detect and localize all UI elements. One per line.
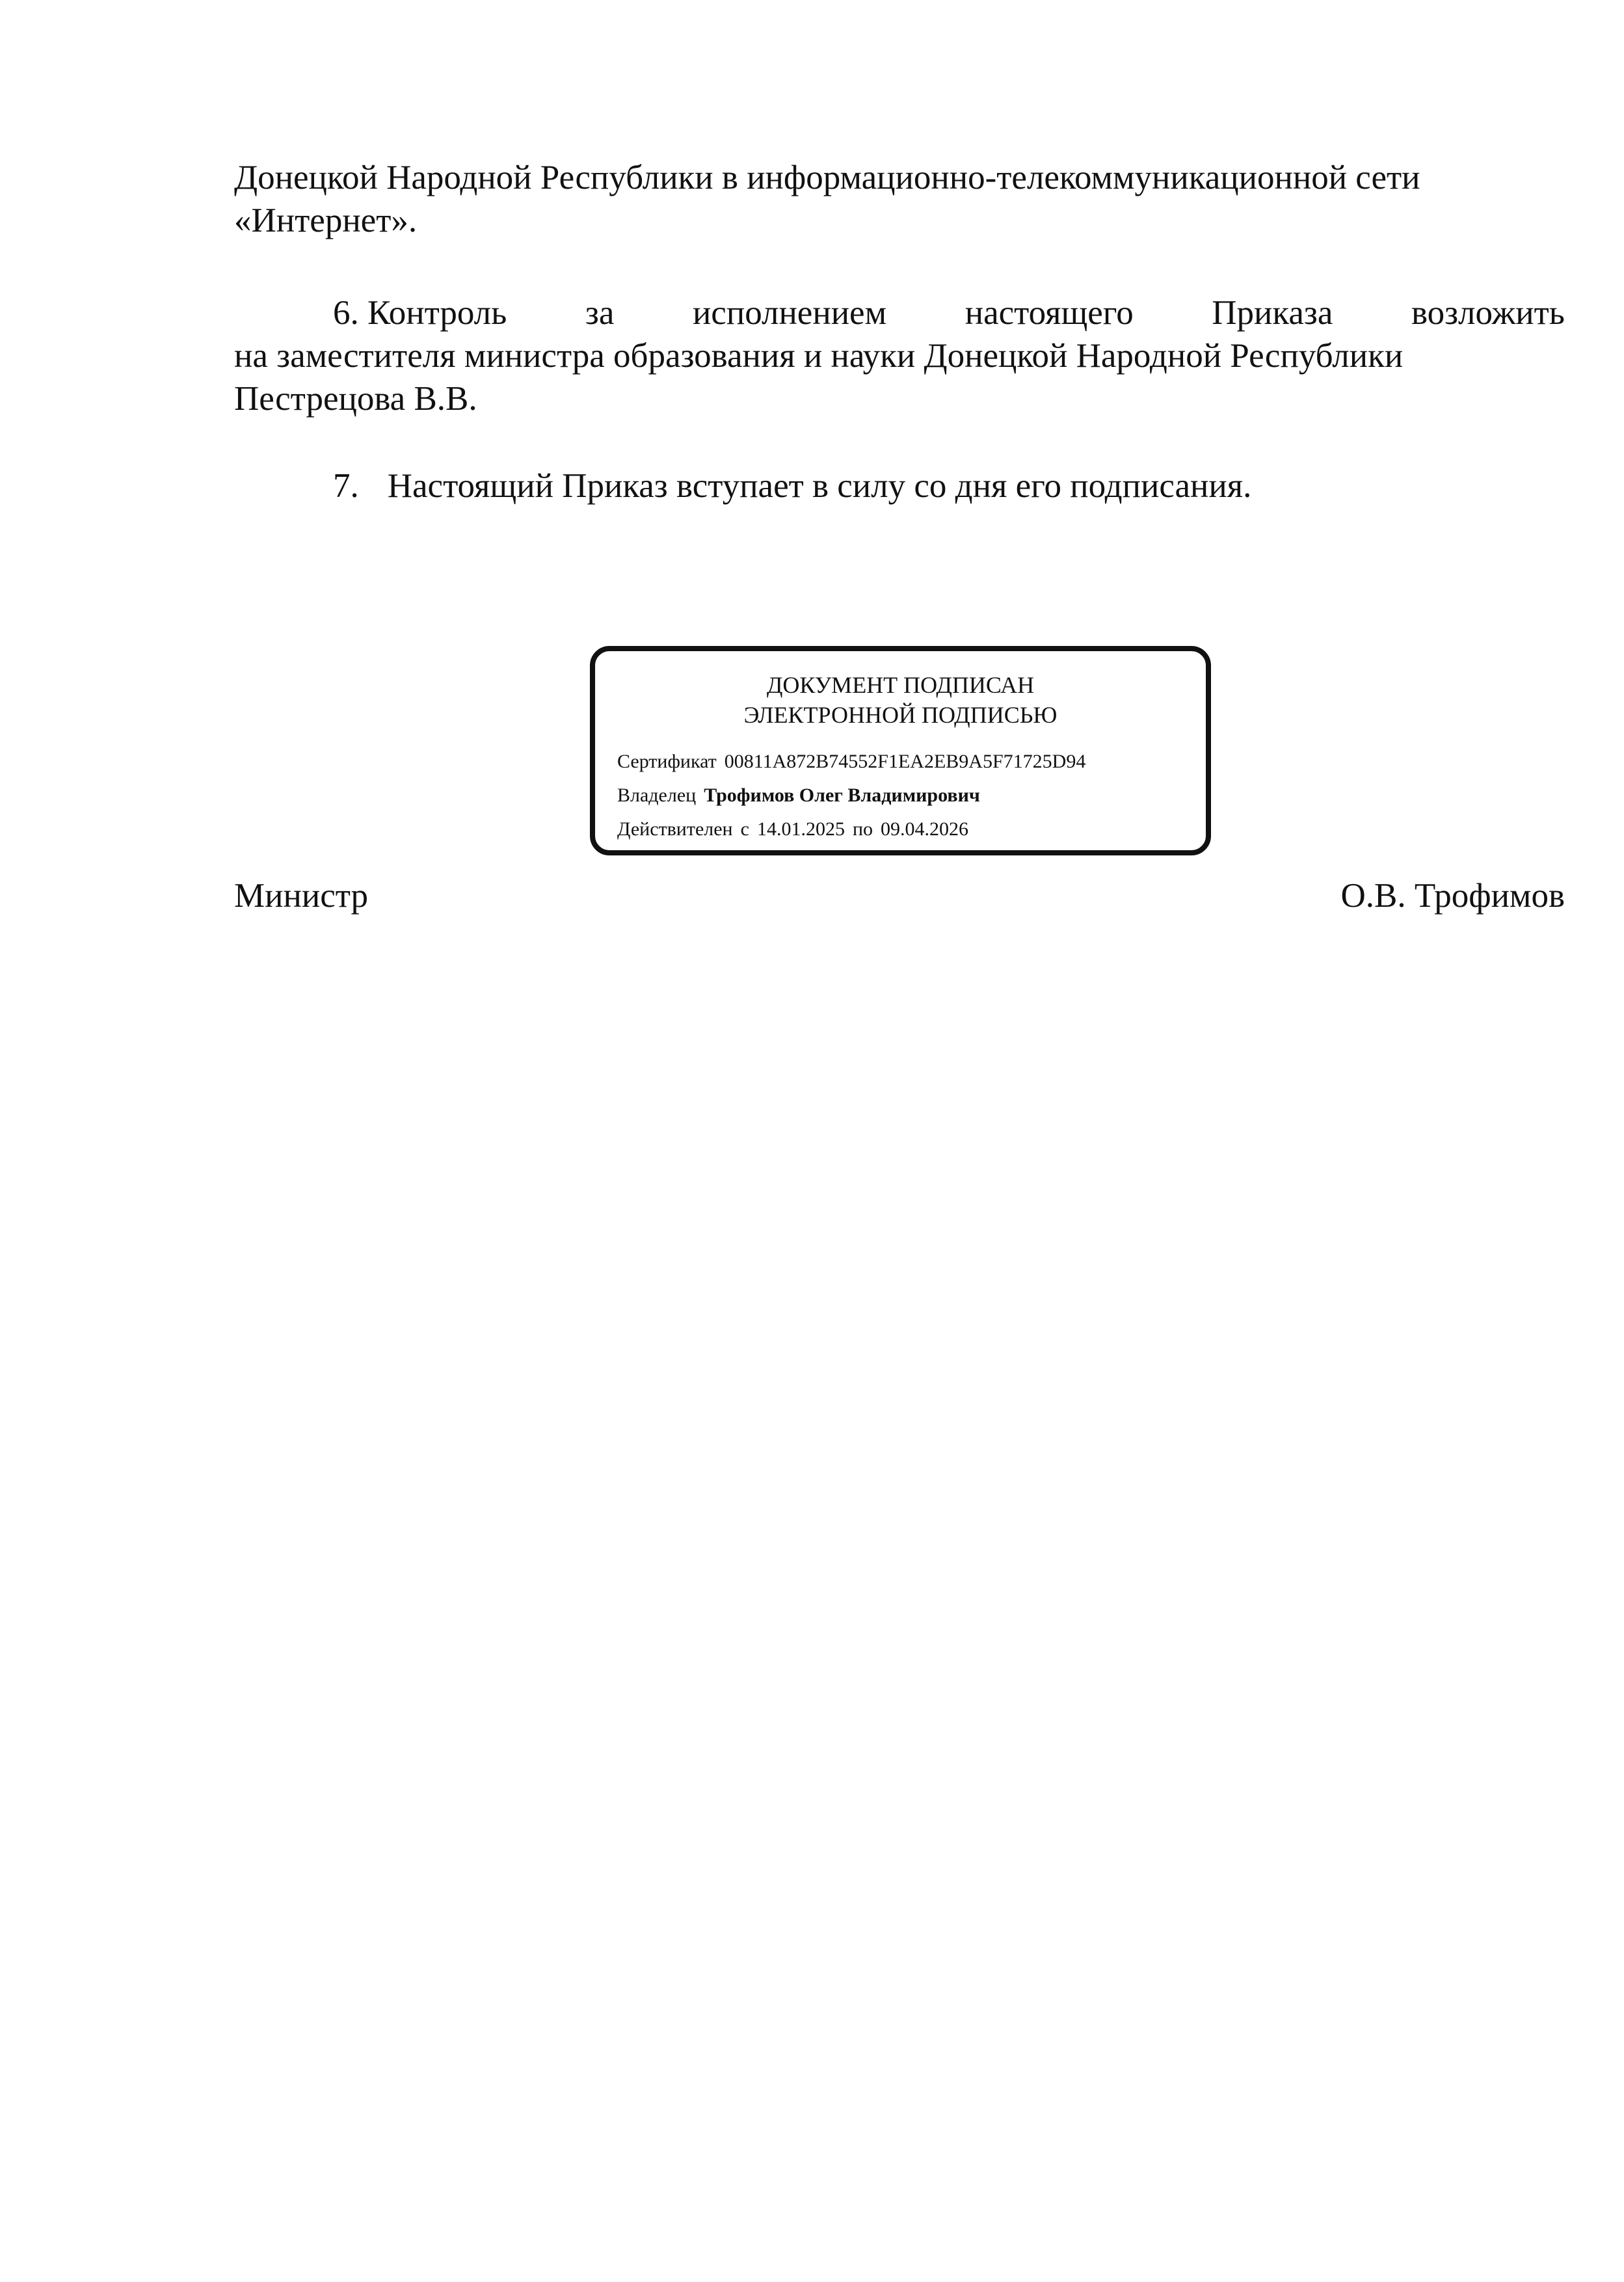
paragraph-line: «Интернет». [234,202,418,239]
owner-label: Владелец [617,785,697,806]
validity-label: Действителен [617,818,733,840]
word: 6. Контроль [333,294,507,332]
stamp-certificate-row [617,749,1085,775]
word: настоящего [965,294,1134,332]
validity-to-date: 09.04.2026 [881,818,969,840]
validity-from-date: 14.01.2025 [756,818,845,840]
stamp-title-line: ДОКУМЕНТ ПОДПИСАН [766,672,1035,698]
paragraph-item-7 [234,464,1565,507]
paragraph-continuation [234,156,1565,242]
signature-row [234,874,1565,917]
owner-value: Трофимов Олег Владимирович [704,785,980,806]
item-number: 7. [333,467,359,505]
paragraph-line [234,464,1565,507]
paragraph-first-line [234,291,1565,334]
word: Приказа [1212,294,1333,332]
validity-from-label: с [740,818,749,840]
certificate-label: Сертификат [617,751,717,772]
paragraph-item-6 [234,291,1565,420]
electronic-signature-stamp [590,646,1211,855]
word: возложить [1411,294,1565,332]
item-text: Настоящий Приказ вступает в силу со дня его подписания. [387,467,1252,505]
validity-to-label: по [852,818,873,840]
certificate-value: 00811A872B74552F1EA2EB9A5F71725D94 [724,751,1086,772]
word: за [585,294,615,332]
stamp-validity-row [617,816,968,842]
paragraph-line: Донецкой Народной Республики в информационно-телекоммуникационной сети [234,159,1420,196]
signer-name: О.В. Трофимов [1340,877,1565,915]
paragraph-line: на заместителя министра образования и науки Донецкой Народной Республики [234,337,1404,375]
paragraph-line: Пестрецова В.В. [234,380,477,418]
word: исполнением [692,294,887,332]
stamp-owner-row [617,783,980,809]
stamp-title-line: ЭЛЕКТРОННОЙ ПОДПИСЬЮ [743,702,1058,728]
signer-position: Министр [234,877,369,915]
